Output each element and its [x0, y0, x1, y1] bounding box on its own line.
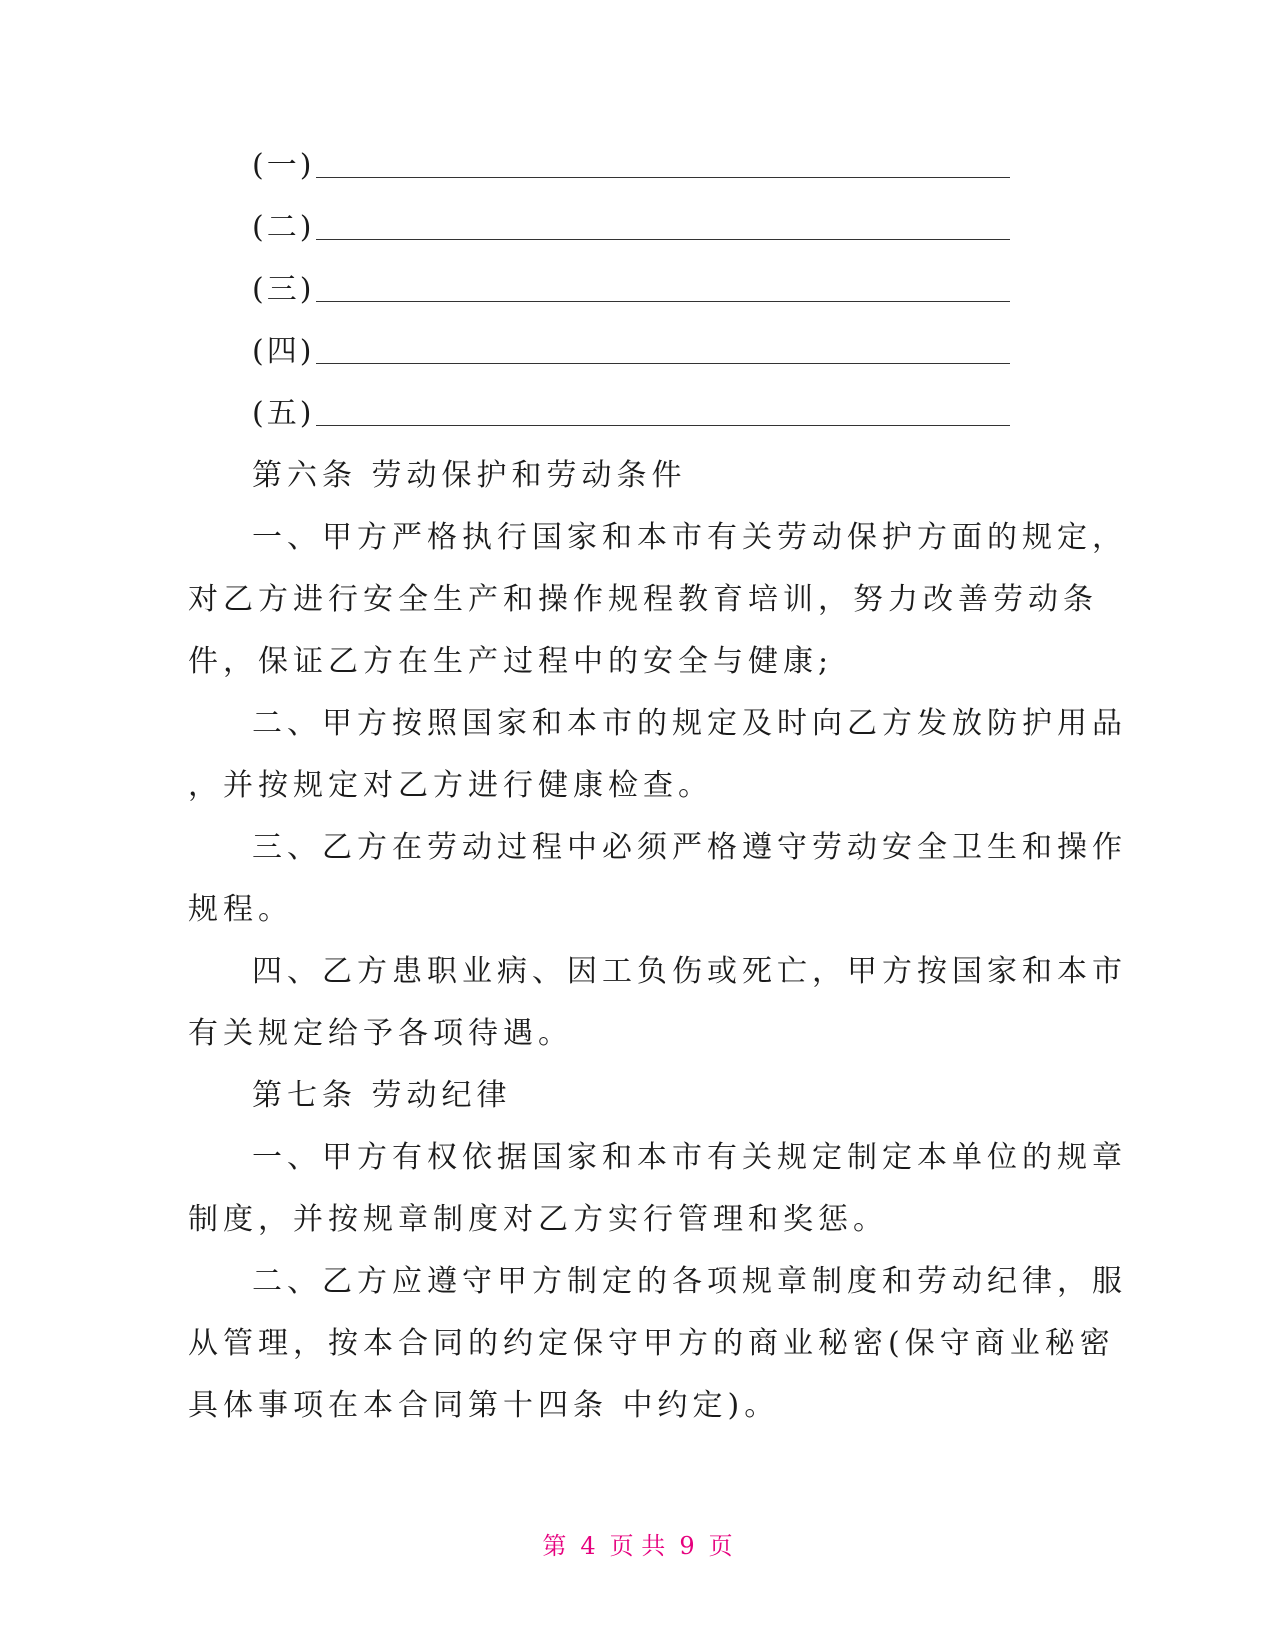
blank-underline	[316, 425, 1010, 426]
blank-label: (二)	[252, 210, 315, 245]
article-6-p2-line1: 二、甲方按照国家和本市的规定及时向乙方发放防护用品	[252, 706, 1127, 741]
article-6-p1-line2: 对乙方进行安全生产和操作规程教育培训，努力改善劳动条	[188, 582, 1098, 617]
article-6-p3-line2: 规程。	[188, 892, 293, 927]
blank-underline	[316, 363, 1010, 364]
blank-label: (一)	[252, 148, 315, 183]
blank-underline	[316, 301, 1010, 302]
footer-mid: 页 共	[609, 1532, 666, 1560]
blank-label: (三)	[252, 272, 315, 307]
article-7-p1-line2: 制度，并按规章制度对乙方实行管理和奖惩。	[188, 1202, 888, 1237]
article-6-p1-line3: 件，保证乙方在生产过程中的安全与健康;	[188, 644, 834, 679]
article-6-p4-line1: 四、乙方患职业病、因工负伤或死亡，甲方按国家和本市	[252, 954, 1127, 989]
blank-line-2	[252, 208, 1012, 248]
footer-prefix: 第	[542, 1532, 567, 1560]
blank-line-5	[252, 394, 1012, 434]
footer-suffix: 页	[708, 1532, 733, 1560]
article-7-p2-line1: 二、乙方应遵守甲方制定的各项规章制度和劳动纪律，服	[252, 1264, 1127, 1299]
article-6-p1-line1: 一、甲方严格执行国家和本市有关劳动保护方面的规定，	[252, 520, 1127, 555]
blank-line-1	[252, 146, 1012, 186]
article-6-p3-line1: 三、乙方在劳动过程中必须严格遵守劳动安全卫生和操作	[252, 830, 1127, 865]
article-7-heading: 第七条 劳动纪律	[252, 1078, 512, 1113]
blank-underline	[316, 239, 1010, 240]
article-6-p4-line2: 有关规定给予各项待遇。	[188, 1016, 573, 1051]
article-7-p2-line3: 具体事项在本合同第十四条 中约定)。	[188, 1388, 780, 1423]
article-6-p2-line2: ，并按规定对乙方进行健康检查。	[188, 768, 713, 803]
footer-page-number: 4	[580, 1532, 596, 1560]
blank-line-4	[252, 332, 1012, 372]
blank-label: (五)	[252, 396, 315, 431]
article-7-p1-line1: 一、甲方有权依据国家和本市有关规定制定本单位的规章	[252, 1140, 1127, 1175]
article-7-p2-line2: 从管理，按本合同的约定保守甲方的商业秘密(保守商业秘密	[188, 1326, 1115, 1361]
blank-underline	[316, 177, 1010, 178]
footer-total-pages: 9	[679, 1532, 695, 1560]
blank-line-3	[252, 270, 1012, 310]
page-footer	[0, 1530, 1275, 1562]
article-6-heading: 第六条 劳动保护和劳动条件	[252, 458, 687, 493]
blank-label: (四)	[252, 334, 315, 369]
